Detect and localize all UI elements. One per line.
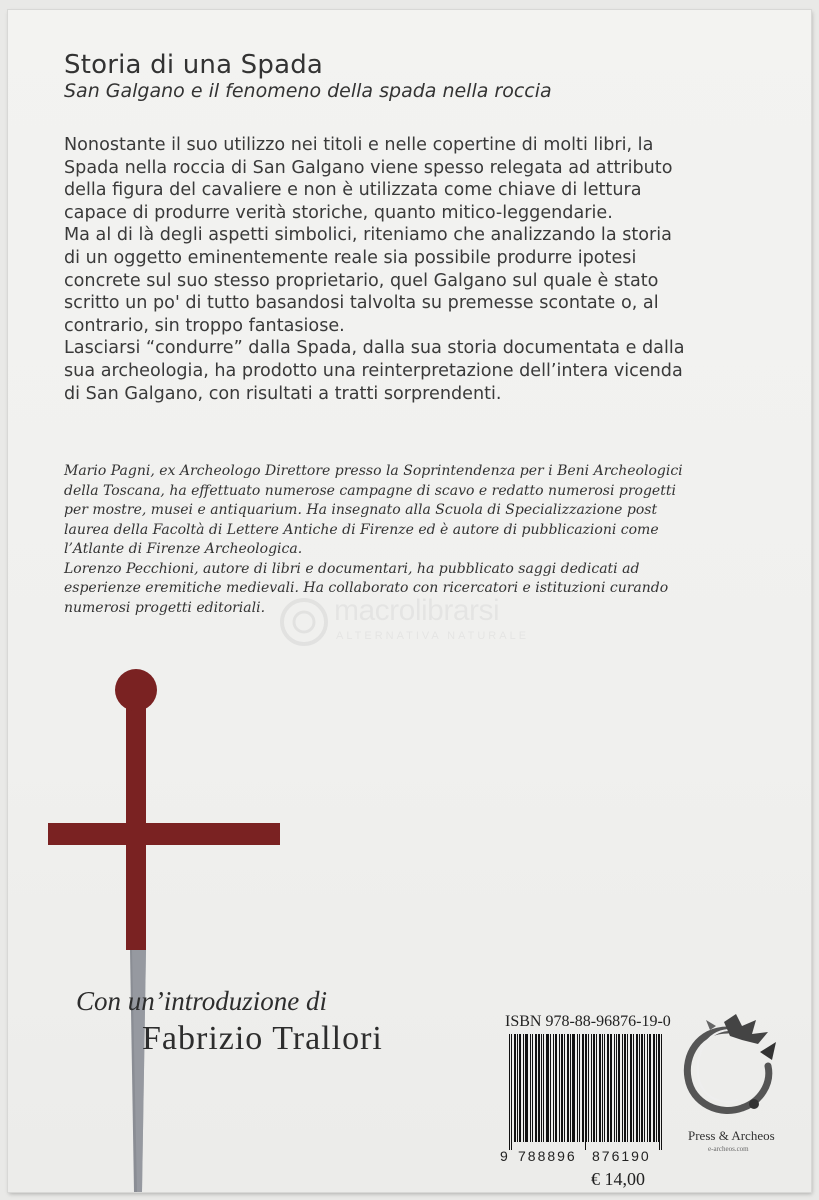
barcode-bar [562, 1034, 563, 1142]
barcode-bar [653, 1034, 654, 1142]
barcode-bar [616, 1034, 617, 1142]
sword-icon [48, 669, 280, 1192]
barcode-bar [548, 1034, 549, 1142]
barcode-bar [618, 1034, 619, 1142]
barcode-digit-left: 788896 [518, 1148, 577, 1164]
barcode-bar [608, 1034, 609, 1142]
barcode-bar [622, 1034, 623, 1142]
blurb-line: Spada nella roccia di San Galgano viene spesso relegata ad attributo [64, 157, 673, 178]
barcode-bar [607, 1034, 608, 1142]
author-bio-line: laurea della Facoltà di Lettere Antiche di Firenze ed è autore di pubblicazioni come [64, 521, 659, 538]
barcode-bar [559, 1034, 560, 1142]
barcode-bar [654, 1034, 655, 1142]
barcode-bar [539, 1034, 540, 1142]
blurb-line: Ma al di là degli aspetti simbolici, riteniamo che analizzando la storia [64, 225, 672, 246]
barcode-bar [650, 1034, 651, 1142]
barcode-bar [573, 1034, 574, 1142]
sword-grip [126, 702, 146, 832]
blurb-line: di un oggetto eminentemente reale sia possibile produrre ipotesi [64, 247, 637, 268]
blurb-line: concrete sul suo stesso proprietario, quel Galgano sul quale è stato [64, 270, 659, 291]
barcode-bar [527, 1034, 528, 1142]
barcode-bar [535, 1034, 536, 1142]
barcode-digit-right: 876190 [592, 1148, 651, 1164]
barcode-bar [583, 1034, 584, 1142]
book-back-cover [8, 10, 811, 1192]
barcode-bar [625, 1034, 626, 1142]
barcode-bar [568, 1034, 569, 1142]
barcode-bar [627, 1034, 628, 1142]
barcode-bar [530, 1034, 531, 1142]
watermark-name: macrolibrarsi [334, 594, 500, 627]
barcode-bar [579, 1034, 580, 1142]
barcode-bar [525, 1034, 526, 1142]
barcode-bar [659, 1034, 660, 1150]
blurb-line: contrario, sin troppo fantasiose. [64, 315, 345, 336]
sword-crossguard [48, 823, 280, 845]
blurb-line: della figura del cavaliere e non è utilizzata come chiave di lettura [64, 180, 642, 201]
introduction-label: Con un’introduzione di [76, 986, 328, 1016]
barcode [505, 1034, 667, 1150]
barcode-bar [593, 1034, 594, 1142]
barcode-bar [644, 1034, 645, 1142]
barcode-bar [658, 1034, 659, 1142]
barcode-bar [633, 1034, 634, 1142]
barcode-bar [572, 1034, 573, 1142]
sword-pommel [115, 669, 157, 711]
barcode-bar [647, 1034, 648, 1142]
barcode-bar [604, 1034, 605, 1142]
barcode-bar [585, 1034, 586, 1150]
barcode-bar [611, 1034, 612, 1142]
author-bio-line: della Toscana, ha effettuato numerose campagne di scavo e redatto numerosi progetti [64, 482, 676, 499]
blurb-line: Lasciarsi “condurre” dalla Spada, dalla sua storia documentata e dalla [64, 338, 685, 359]
publisher-website: e-archeos.com [708, 1145, 749, 1153]
barcode-bar [511, 1034, 512, 1150]
barcode-bar [624, 1034, 625, 1142]
barcode-bar [591, 1034, 592, 1142]
barcode-bar [561, 1034, 562, 1142]
blurb-line: scritto un po' di tutto basandosi talvolta su premesse scontate o, al [64, 293, 659, 314]
barcode-bar [556, 1034, 557, 1142]
blurb-line: Nonostante il suo utilizzo nei titoli e nelle copertine di molti libri, la [64, 135, 654, 155]
barcode-bar [550, 1034, 551, 1142]
barcode-bar [600, 1034, 601, 1142]
barcode-bar [515, 1034, 516, 1142]
watermark-tagline: ALTERNATIVA NATURALE [336, 630, 530, 642]
barcode-bar [588, 1034, 589, 1142]
barcode-bar [577, 1034, 578, 1142]
barcode-bar [574, 1034, 575, 1142]
author-bio-line: Mario Pagni, ex Archeologo Direttore presso la Soprintendenza per i Beni Archeologici [64, 463, 683, 479]
barcode-bar [553, 1034, 554, 1142]
sword-ricasso [126, 845, 146, 950]
book-title: Storia di una Spada [64, 50, 324, 80]
author-bio-line: numerosi progetti editoriali. [64, 599, 266, 616]
barcode-bar [555, 1034, 556, 1142]
barcode-bar [630, 1034, 631, 1142]
barcode-bar [567, 1034, 568, 1142]
publisher-logo-icon [676, 1012, 780, 1124]
barcode-bar [619, 1034, 620, 1142]
barcode-bar [514, 1034, 515, 1142]
barcode-bar [532, 1034, 533, 1142]
author-bio-line: Lorenzo Pecchioni, autore di libri e documentari, ha pubblicato saggi dedicati ad [64, 560, 640, 577]
barcode-bar [517, 1034, 518, 1142]
barcode-bar [509, 1034, 510, 1150]
barcode-bar [582, 1034, 583, 1142]
barcode-bar [642, 1034, 643, 1142]
barcode-bar [596, 1034, 597, 1142]
barcode-bar [641, 1034, 642, 1142]
barcode-digit-prefix: 9 [500, 1148, 508, 1164]
barcode-bar [594, 1034, 595, 1142]
barcode-bar [520, 1034, 521, 1142]
barcode-bar [614, 1034, 615, 1142]
price: € 14,00 [591, 1169, 645, 1189]
author-bio-line: l’Atlante di Firenze Archeologica. [64, 541, 303, 557]
introduction-author: Fabrizio Trallori [142, 1020, 383, 1057]
blurb-line: di San Galgano, con risultati a tratti sorprendenti. [64, 383, 502, 404]
barcode-bar [523, 1034, 524, 1142]
barcode-bar [649, 1034, 650, 1142]
barcode-bar [610, 1034, 611, 1142]
barcode-bar [656, 1034, 657, 1142]
book-subtitle: San Galgano e il fenomeno della spada nella roccia [64, 80, 552, 102]
barcode-bar [570, 1034, 571, 1142]
barcode-bar [538, 1034, 539, 1142]
barcode-bar [661, 1034, 662, 1150]
blurb-line: capace di produrre verità storiche, quanto mitico-leggendarie. [64, 202, 613, 223]
barcode-bar [564, 1034, 565, 1142]
barcode-bar [526, 1034, 527, 1142]
barcode-bar [631, 1034, 632, 1142]
author-bio-line: per mostre, musei e antiquarium. Ha insegnato alla Scuola di Specializzazione post [64, 502, 658, 518]
barcode-bar [519, 1034, 520, 1142]
barcode-bar [599, 1034, 600, 1142]
barcode-bar [586, 1034, 587, 1142]
barcode-bar [547, 1034, 548, 1142]
barcode-bar [639, 1034, 640, 1142]
barcode-bar [546, 1034, 547, 1142]
publisher-name: Press & Archeos [688, 1128, 775, 1143]
author-bio-line: esperienze eremitiche medievali. Ha collaborato con ricercatori e istituzioni curando [64, 580, 669, 596]
isbn-label: ISBN 978-88-96876-19-0 [505, 1013, 671, 1030]
barcode-bar [637, 1034, 638, 1142]
blurb-line: sua archeologia, ha prodotto una reinterpretazione dell’intera vicenda [64, 360, 683, 381]
barcode-bar [543, 1034, 544, 1142]
barcode-bar [536, 1034, 537, 1142]
barcode-bar [636, 1034, 637, 1142]
barcode-bar [602, 1034, 603, 1142]
barcode-bar [541, 1034, 542, 1142]
